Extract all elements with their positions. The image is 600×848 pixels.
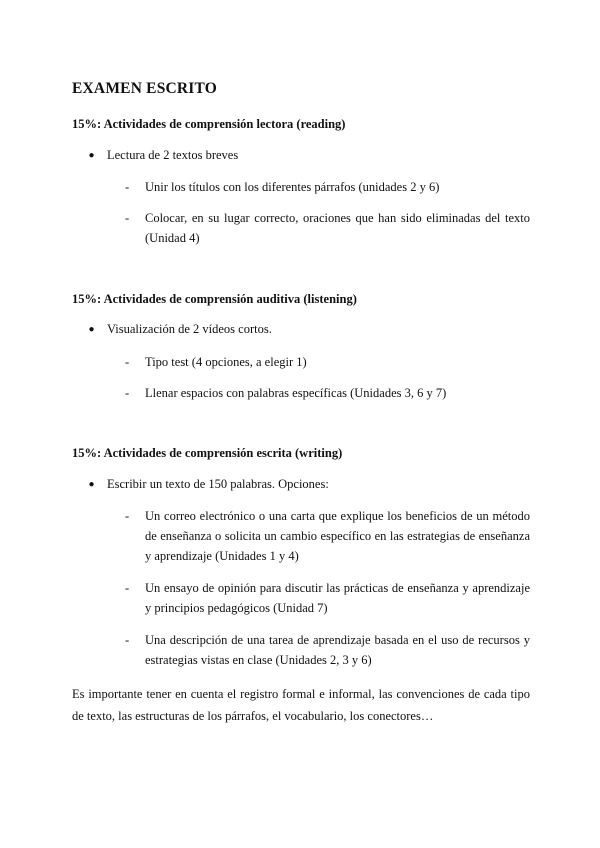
sub-item-text: Una descripción de una tarea de aprendizaje basada en el uso de recursos y estrategias vistas en clase (Unidades 2, 3 y 6) bbox=[145, 633, 530, 667]
dash-icon: - bbox=[125, 355, 130, 369]
list-item bbox=[88, 322, 272, 338]
closing-paragraph: Es importante tener en cuenta el registro formal e informal, las convenciones de cada tipo de texto, las estructuras de los párrafos, el vocabulario, los conectores… bbox=[72, 687, 530, 723]
sub-item-text: Tipo test (4 opciones, a elegir 1) bbox=[145, 355, 307, 369]
list-item bbox=[88, 148, 238, 164]
bullet-icon: ● bbox=[88, 324, 95, 335]
list-item bbox=[125, 506, 530, 566]
section-heading-listening: 15%: Actividades de comprensión auditiva (listening) bbox=[72, 292, 357, 306]
dash-icon: - bbox=[125, 386, 130, 400]
list-item bbox=[125, 383, 530, 403]
bullet-text: Escribir un texto de 150 palabras. Opciones: bbox=[107, 477, 329, 491]
list-item bbox=[125, 208, 530, 248]
list-item bbox=[125, 177, 530, 197]
list-item bbox=[125, 630, 530, 670]
sub-item-text: Un correo electrónico o una carta que explique los beneficios de un método de enseñanza o solicita un cambio específico en las estrategias de enseñanza y aprendizaje (Unidades 1 y 4) bbox=[145, 509, 530, 563]
dash-icon: - bbox=[125, 211, 130, 225]
dash-icon: - bbox=[125, 581, 130, 595]
exam-title: EXAMEN ESCRITO bbox=[72, 80, 218, 97]
bullet-text: Visualización de 2 vídeos cortos. bbox=[107, 322, 272, 336]
dash-icon: - bbox=[125, 509, 130, 523]
dash-icon: - bbox=[125, 180, 130, 194]
list-item bbox=[125, 352, 530, 372]
sub-item-text: Unir los títulos con los diferentes párrafos (unidades 2 y 6) bbox=[145, 180, 440, 194]
sub-item-text: Llenar espacios con palabras específicas (Unidades 3, 6 y 7) bbox=[145, 386, 447, 400]
list-item bbox=[125, 578, 530, 618]
section-heading-writing: 15%: Actividades de comprensión escrita (writing) bbox=[72, 446, 343, 460]
sub-item-text: Colocar, en su lugar correcto, oraciones que han sido eliminadas del texto (Unidad 4) bbox=[145, 211, 530, 245]
list-item bbox=[88, 477, 329, 493]
bullet-icon: ● bbox=[88, 150, 95, 161]
section-heading-reading: 15%: Actividades de comprensión lectora (reading) bbox=[72, 117, 346, 131]
bullet-text: Lectura de 2 textos breves bbox=[107, 148, 239, 162]
dash-icon: - bbox=[125, 633, 130, 647]
bullet-icon: ● bbox=[88, 479, 95, 490]
sub-item-text: Un ensayo de opinión para discutir las prácticas de enseñanza y aprendizaje y principios pedagógicos (Unidad 7) bbox=[145, 581, 530, 615]
